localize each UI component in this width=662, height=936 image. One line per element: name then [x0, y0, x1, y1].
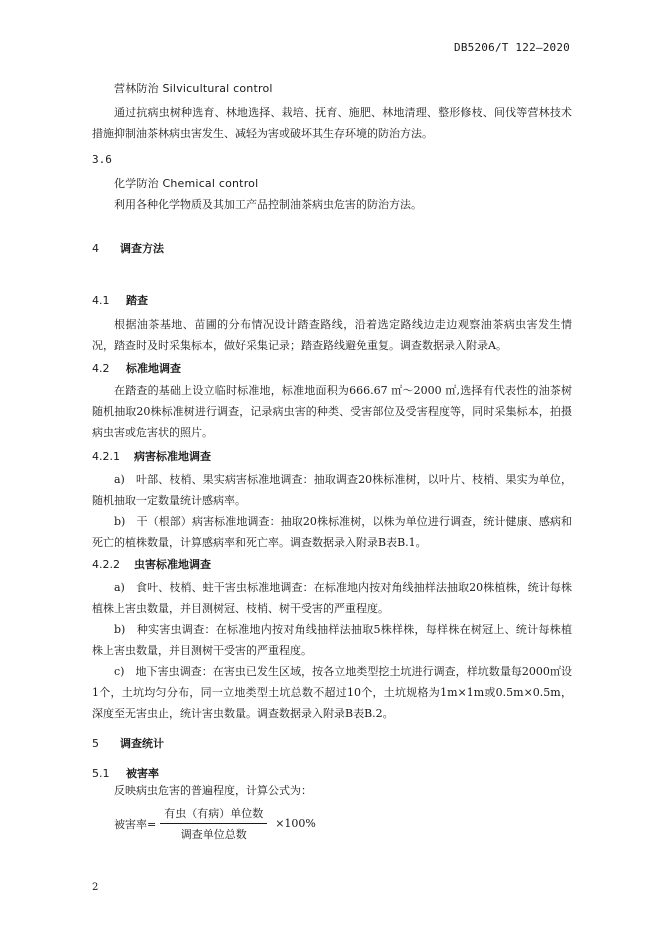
- paragraph-chemical: 利用各种化学物质及其加工产品控制油茶病虫危害的防治方法。: [114, 198, 422, 211]
- list-4-2-1: [92, 469, 572, 553]
- paragraph-4-2: 在踏查的基础上设立临时标准地，标准地面积为666.67 ㎡～2000 ㎡,选择有代表性的油茶树随机抽取20株标准树进行调查，记录病虫害的种类、受害部位及受害程度等，同时采集标本，拍摄病虫害或危害状的照片。: [92, 384, 572, 439]
- section-heading-4-2-2: 4.2.2 虫害标准地调查: [92, 558, 211, 571]
- list-4-2-2: [92, 577, 572, 724]
- clause-number-3-6: 3.6: [92, 153, 112, 166]
- term-silvicultural-control: 营林防治 Silvicultural control: [114, 82, 273, 95]
- paragraph-5-1: 反映病虫危害的普遍程度，计算公式为：: [114, 784, 312, 797]
- section-heading-4-1: 4.1 踏查: [92, 294, 148, 307]
- section-heading-5: 5 调查统计: [92, 737, 164, 750]
- document-code: DB5206/T 122—2020: [454, 41, 570, 54]
- term-chemical-control: 化学防治 Chemical control: [114, 177, 259, 190]
- list-item: a) 叶部、枝梢、果实病害标准地调查：抽取调查20株标准树，以叶片、枝梢、果实为单位，随机抽取一定数量统计感病率。: [92, 473, 572, 507]
- formula-denominator: 调查单位总数: [180, 828, 247, 841]
- list-item: c) 地下害虫调查：在害虫已发生区域，按各立地类型挖土坑进行调查，样坑数量每2000㎡设1个，土坑均匀分布，同一立地类型土坑总数不超过10个，土坑规格为1m×1m或0.5m×0.5m，深度至无害虫止，统计害虫数量。调查数据录入附录B表B.2。: [92, 665, 572, 720]
- list-item: a) 食叶、枝梢、蛀干害虫标准地调查：在标准地内按对角线抽样法抽取20株植株，统计每株植株上害虫数量，并目测树冠、枝梢、树干受害的严重程度。: [92, 581, 572, 615]
- section-heading-4-2-1: 4.2.1 病害标准地调查: [92, 450, 211, 463]
- section-heading-4: 4 调查方法: [92, 242, 164, 255]
- damage-rate-formula: [114, 805, 316, 842]
- formula-numerator: 有虫（有病）单位数: [160, 805, 267, 824]
- list-item: b) 干（根部）病害标准地调查：抽取20株标准树，以株为单位进行调查，统计健康、感病和死亡的植株数量，计算感病率和死亡率。调查数据录入附录B表B.1。: [92, 515, 572, 549]
- list-item: b) 种实害虫调查：在标准地内按对角线抽样法抽取5株样株，每样株在树冠上、统计每株植株上害虫数量，并目测树干受害的严重程度。: [92, 623, 572, 657]
- formula-fraction: [160, 805, 267, 842]
- paragraph-4-1: 根据油茶基地、苗圃的分布情况设计踏查路线，沿着选定路线边走边观察油茶病虫害发生情况，踏查时及时采集标本，做好采集记录；踏查路线避免重复。调查数据录入附录A。: [92, 318, 572, 352]
- formula-multiplier: ×100%: [275, 817, 316, 830]
- paragraph-silvicultural: 通过抗病虫树种选育、林地选择、栽培、抚育、施肥、林地清理、整形修枝、间伐等营林技术措施抑制油茶林病虫害发生、减轻为害或破坏其生存环境的防治方法。: [92, 106, 572, 140]
- formula-lhs: 被害率=: [114, 817, 157, 831]
- page-number: 2: [92, 882, 99, 893]
- section-heading-4-2: 4.2 标准地调查: [92, 362, 181, 375]
- section-heading-5-1: 5.1 被害率: [92, 767, 159, 780]
